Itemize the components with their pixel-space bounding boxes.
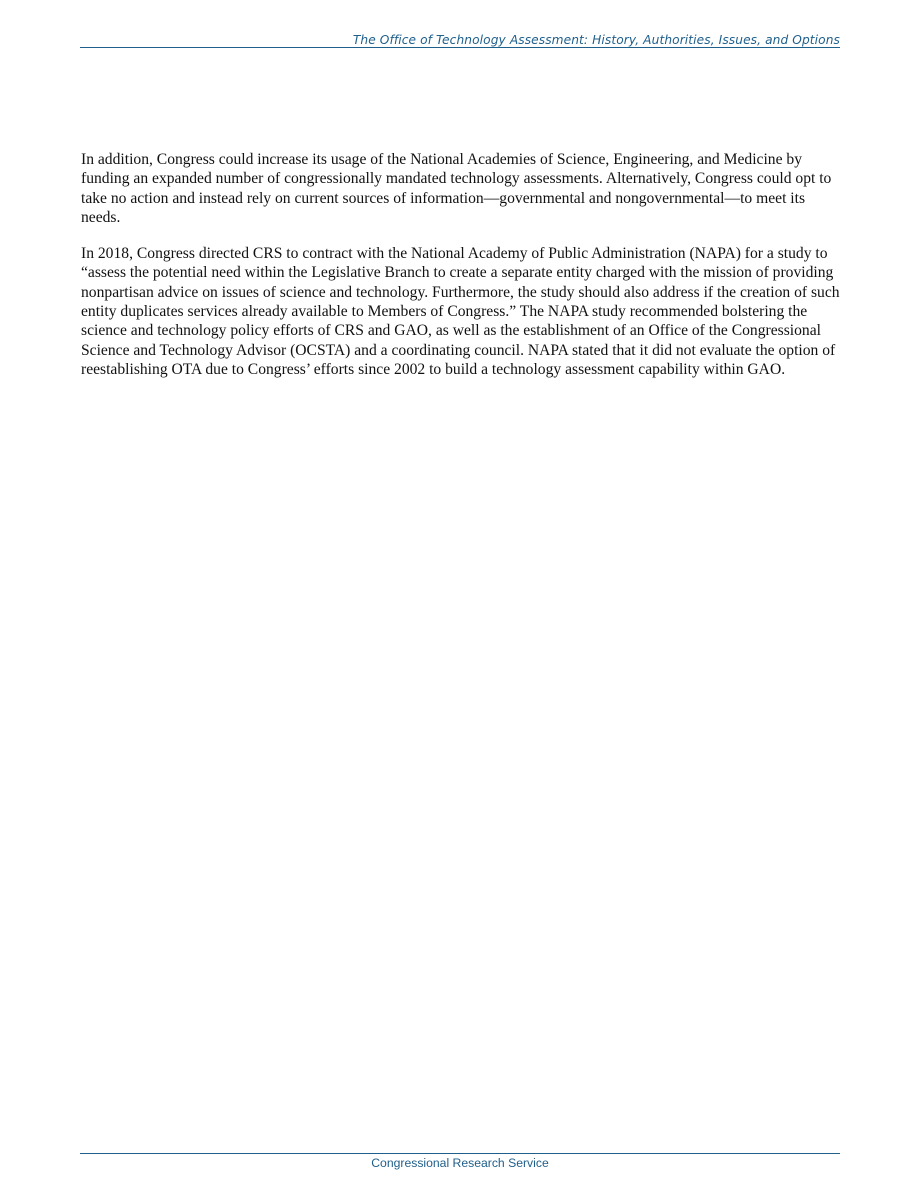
footer-text: Congressional Research Service [371, 1156, 549, 1170]
footer-divider [80, 1153, 840, 1154]
header-title: The Office of Technology Assessment: History, Authorities, Issues, and Options [352, 33, 840, 47]
body-paragraph: In 2018, Congress directed CRS to contract with the National Academy of Public Administration (NAPA) for a study to “assess the potential need within the Legislative Branch to create a separate entity charged with the mission of providing nonpartisan advice on issues of science and technology. Furthermore, the study should also address if the creation of such entity duplicates services already available to Members of Congress.” The NAPA study recommended bolstering the science and technology policy efforts of CRS and GAO, as well as the establishment of an Office of the Congressional Science and Technology Advisor (OCSTA) and a coordinating council. NAPA stated that it did not evaluate the option of reestablishing OTA due to Congress’ efforts since 2002 to build a technology assessment capability within GAO. [81, 245, 840, 378]
document-body [81, 150, 841, 396]
body-paragraph: In addition, Congress could increase its usage of the National Academies of Science, Engineering, and Medicine by funding an expanded number of congressionally mandated technology assessments. Alternatively, Congress could opt to take no action and instead rely on current sources of information—governmental and nongovernmental—to meet its needs. [81, 151, 832, 226]
running-header [80, 31, 840, 48]
